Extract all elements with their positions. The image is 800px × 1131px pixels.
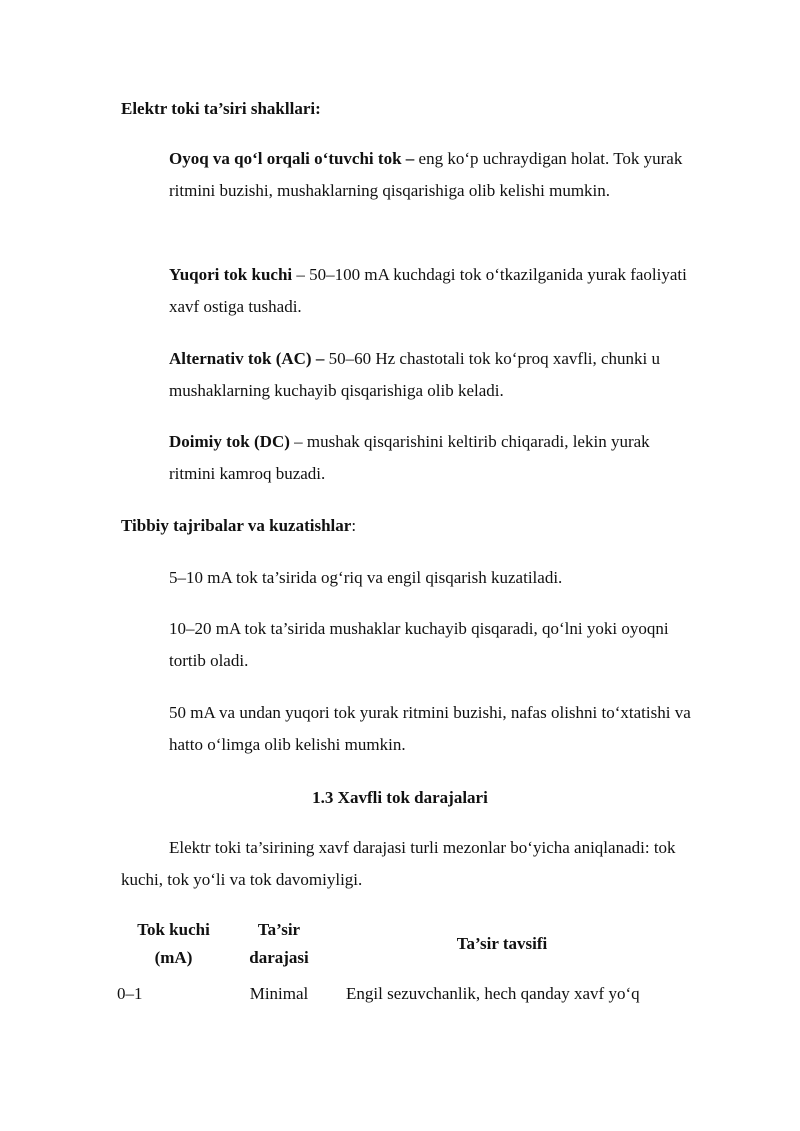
forms-item-2 [169,259,699,323]
forms-item-3-text: 50–60 Hz chastotali tok ko‘proq xavfli, chunki u mushaklarning kuchayib qisqarishiga olib keladi. [169,349,661,400]
trials-item-2: 10–20 mA tok ta’sirida mushaklar kuchayib qisqaradi, qo‘lni yoki oyoqni tortib oladi. [169,619,669,670]
header-effect-description: Ta’sir tavsifi [456,934,548,953]
cell-level: Minimal [249,984,309,1003]
trials-item-3: 50 mA va undan yuqori tok yurak ritmini buzishi, nafas olishni to‘xtatishi va hatto o‘limga olib kelishi mumkin. [169,703,691,754]
forms-heading: Elektr toki ta’siri shakllari: [121,99,321,118]
levels-intro [121,832,681,896]
current-levels-table [117,916,676,1006]
header-effect-level: Ta’sir darajasi [249,920,309,967]
forms-item-2-text: – 50–100 mA kuchdagi tok o‘tkazilganida yurak faoliyati xavf ostiga tushadi. [169,265,687,316]
forms-item-1-text: eng ko‘p uchraydigan holat. Tok yurak ritmini buzishi, mushaklarning qisqarishiga olib kelishi mumkin. [169,149,683,200]
forms-item-4-text: – mushak qisqarishini keltirib chiqaradi, lekin yurak ritmini kamroq buzadi. [169,432,650,483]
cell-current: 0–1 [117,984,143,1003]
forms-item-3-title: Alternativ tok (AC) – [169,349,325,368]
forms-item-1-title: Oyoq va qo‘l orqali o‘tuvchi tok – [169,149,415,168]
cell-description: Engil sezuvchanlik, hech qanday xavf yo‘q [346,984,640,1003]
trials-heading-text: Tibbiy tajribalar va kuzatishlar [121,516,352,535]
forms-item-4-title: Doimiy tok (DC) [169,432,290,451]
forms-item-2-title: Yuqori tok kuchi [169,265,293,284]
trials-heading [121,516,356,536]
header-current: Tok kuchi (mA) [137,920,210,967]
trials-heading-colon: : [351,516,357,535]
forms-item-1 [169,143,699,207]
forms-item-4 [169,426,699,490]
trials-item-1: 5–10 mA tok ta’sirida og‘riq va engil qisqarish kuzatiladi. [169,568,563,587]
table-header-row [117,916,676,972]
forms-item-3 [169,343,699,407]
section-title: 1.3 Xavfli tok darajalari [312,788,488,807]
table-row [117,972,676,1006]
levels-intro-text: Elektr toki ta’sirining xavf darajasi turli mezonlar bo‘yicha aniqlanadi: tok kuchi, tok yo‘li va tok davomiyligi. [121,838,676,889]
